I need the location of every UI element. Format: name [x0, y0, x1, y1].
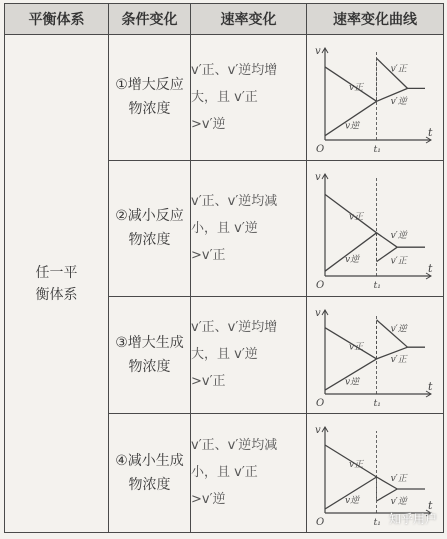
rate-line: v′正、v′逆均减	[191, 193, 278, 209]
rate-line: >v′正	[191, 374, 226, 390]
condition-text: ②减小反应物浓度	[115, 208, 184, 249]
chart-cell	[307, 296, 444, 413]
condition-text: ④减小生成物浓度	[115, 452, 184, 493]
series-label-new: v′正	[390, 354, 407, 365]
table-row	[5, 35, 444, 161]
series-label-new: v′逆	[390, 496, 407, 507]
series-label: v正	[349, 459, 364, 470]
condition-cell	[109, 35, 191, 161]
y-axis-label: v	[315, 424, 321, 436]
watermark: 知乎用户	[388, 512, 437, 526]
series-label-new: v′逆	[390, 231, 407, 242]
t1-label: t₁	[373, 398, 381, 409]
rate-line: v′正、v′逆均增	[191, 320, 278, 336]
condition-cell	[109, 160, 191, 296]
series-label: v逆	[345, 255, 360, 266]
condition-cell	[109, 296, 191, 413]
rate-cell	[191, 296, 307, 413]
series-label: v逆	[345, 121, 360, 132]
rate-line: 小，且 v′正	[191, 465, 258, 481]
rate-chart	[311, 164, 439, 292]
series-label-new: v′正	[390, 64, 407, 75]
rate-chart	[311, 38, 439, 156]
y-axis-label: v	[315, 46, 321, 58]
rate-line: 小，且 v′逆	[191, 220, 258, 236]
series-label-new: v′逆	[390, 97, 407, 108]
y-axis-label: v	[315, 172, 321, 184]
y-axis-label: v	[315, 307, 321, 319]
series-label-new: v′正	[390, 473, 407, 484]
origin-label: O	[316, 516, 325, 528]
header-curve: 速率变化曲线	[307, 4, 444, 35]
chart-cell	[307, 160, 444, 296]
system-cell	[5, 35, 109, 533]
rate-line: >v′逆	[191, 492, 226, 508]
rate-cell	[191, 413, 307, 532]
t1-label: t₁	[373, 145, 381, 156]
header-rate: 速率变化	[191, 4, 307, 35]
condition-cell	[109, 413, 191, 532]
rate-chart	[311, 300, 439, 410]
series-label: v逆	[345, 495, 360, 506]
header-system: 平衡体系	[5, 4, 109, 35]
rate-line: >v′正	[191, 247, 226, 263]
t1-label: t₁	[373, 281, 381, 292]
x-axis-label: t	[428, 498, 433, 512]
x-axis-label: t	[428, 379, 433, 393]
t1-label: t₁	[373, 517, 381, 528]
rate-line: v′正、v′逆均增	[191, 62, 278, 78]
series-label-new: v′逆	[390, 324, 407, 335]
series-line-before	[325, 233, 377, 271]
system-label: 任一平衡体系	[35, 264, 78, 303]
header-row	[5, 4, 444, 35]
origin-label: O	[316, 144, 325, 156]
origin-label: O	[316, 397, 325, 409]
rate-cell	[191, 160, 307, 296]
series-label: v正	[349, 212, 364, 223]
x-axis-label: t	[428, 126, 433, 140]
rate-line: >v′逆	[191, 116, 226, 132]
rate-line: v′正、v′逆均减	[191, 438, 278, 454]
condition-text: ③增大生成物浓度	[115, 334, 184, 375]
rate-line: 大，且 v′正	[191, 89, 258, 105]
header-condition: 条件变化	[109, 4, 191, 35]
series-label: v正	[349, 83, 364, 94]
series-label: v逆	[345, 377, 360, 388]
series-label-new: v′正	[390, 256, 407, 267]
rate-cell	[191, 35, 307, 161]
condition-text: ①增大反应物浓度	[115, 77, 184, 118]
origin-label: O	[316, 280, 325, 292]
equilibrium-table	[4, 3, 444, 533]
chart-cell	[307, 35, 444, 161]
rate-line: 大，且 v′逆	[191, 347, 258, 363]
series-label: v正	[349, 341, 364, 352]
x-axis-label: t	[428, 262, 433, 276]
